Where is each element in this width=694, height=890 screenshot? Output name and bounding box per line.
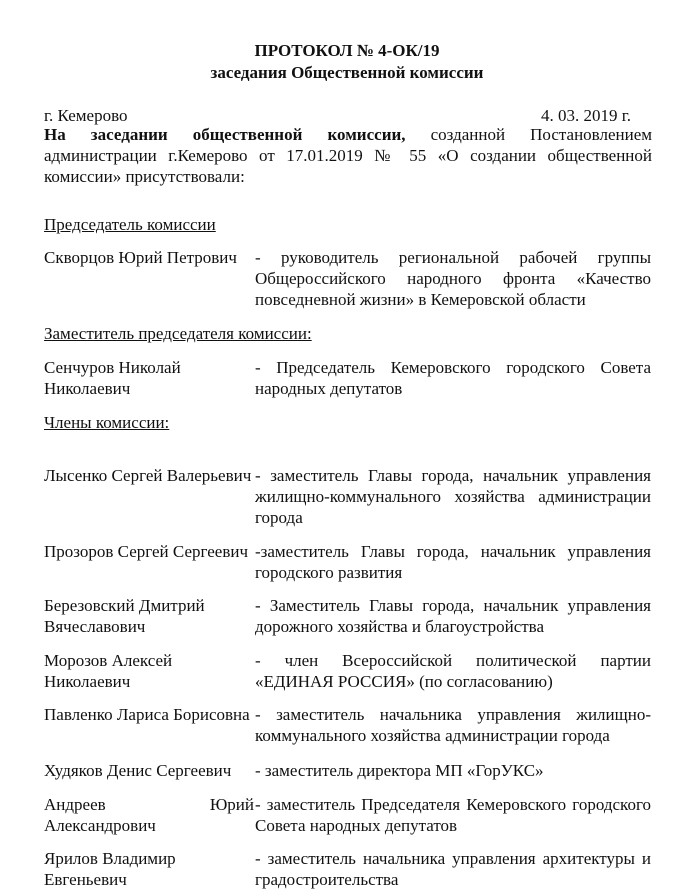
person-name: Андреев Юрий Александрович: [44, 795, 254, 835]
intro-paragraph: [44, 124, 652, 187]
person-role: - Заместитель Главы города, начальник управления дорожного хозяйства и благоустройства: [255, 596, 651, 636]
person-name: Прозоров Сергей Сергеевич: [44, 542, 249, 561]
person-role: - заместитель Председателя Кемеровского городского Совета народных депутатов: [255, 795, 651, 835]
person-role: - Председатель Кемеровского городского Совета народных депутатов: [255, 358, 651, 398]
person-role: - заместитель Главы города, начальник управления жилищно-коммунального хозяйства администрации города: [255, 466, 651, 527]
person-name: Ярилов Владимир Евгеньевич: [44, 849, 176, 889]
section-members: Члены комиссии:: [44, 413, 170, 432]
person-name: Павленко Лариса Борисовна: [44, 705, 250, 724]
person-name: Березовский Дмитрий Вячеславович: [44, 596, 205, 636]
intro-bold: На заседании общественной комиссии,: [44, 125, 406, 144]
person-role: - заместитель начальника управления архитектуры и градостроительства: [255, 849, 651, 889]
person-role: - заместитель директора МП «ГорУКС»: [255, 761, 544, 780]
person-role: - член Всероссийской политической партии «ЕДИНАЯ РОССИЯ» (по согласованию): [255, 651, 651, 691]
person-name: Худяков Денис Сергеевич: [44, 761, 232, 780]
person-name: Скворцов Юрий Петрович: [44, 248, 237, 267]
person-role: - заместитель начальника управления жилищно-коммунального хозяйства администрации города: [255, 705, 651, 745]
section-deputy: Заместитель председателя комиссии:: [44, 324, 312, 343]
document-subtitle: заседания Общественной комиссии: [210, 63, 484, 82]
document-title: ПРОТОКОЛ № 4-ОК/19: [254, 41, 440, 60]
person-role: - руководитель региональной рабочей группы Общероссийского народного фронта «Качество повседневной жизни» в Кемеровской области: [255, 248, 651, 309]
person-name: Морозов Алексей Николаевич: [44, 651, 173, 691]
person-role: -заместитель Главы города, начальник управления городского развития: [255, 542, 651, 582]
intro-text: созданной Постановлением администрации г.Кемерово от 17.01.2019 № 55 «О создании общественной комиссии» присутствовали:: [44, 125, 652, 186]
date: 4. 03. 2019 г.: [541, 106, 632, 125]
city: г. Кемерово: [44, 106, 128, 125]
person-name: Лысенко Сергей Валерьевич: [44, 466, 252, 485]
person-name: Сенчуров Николай Николаевич: [44, 358, 181, 398]
section-chair: Председатель комиссии: [44, 215, 216, 234]
